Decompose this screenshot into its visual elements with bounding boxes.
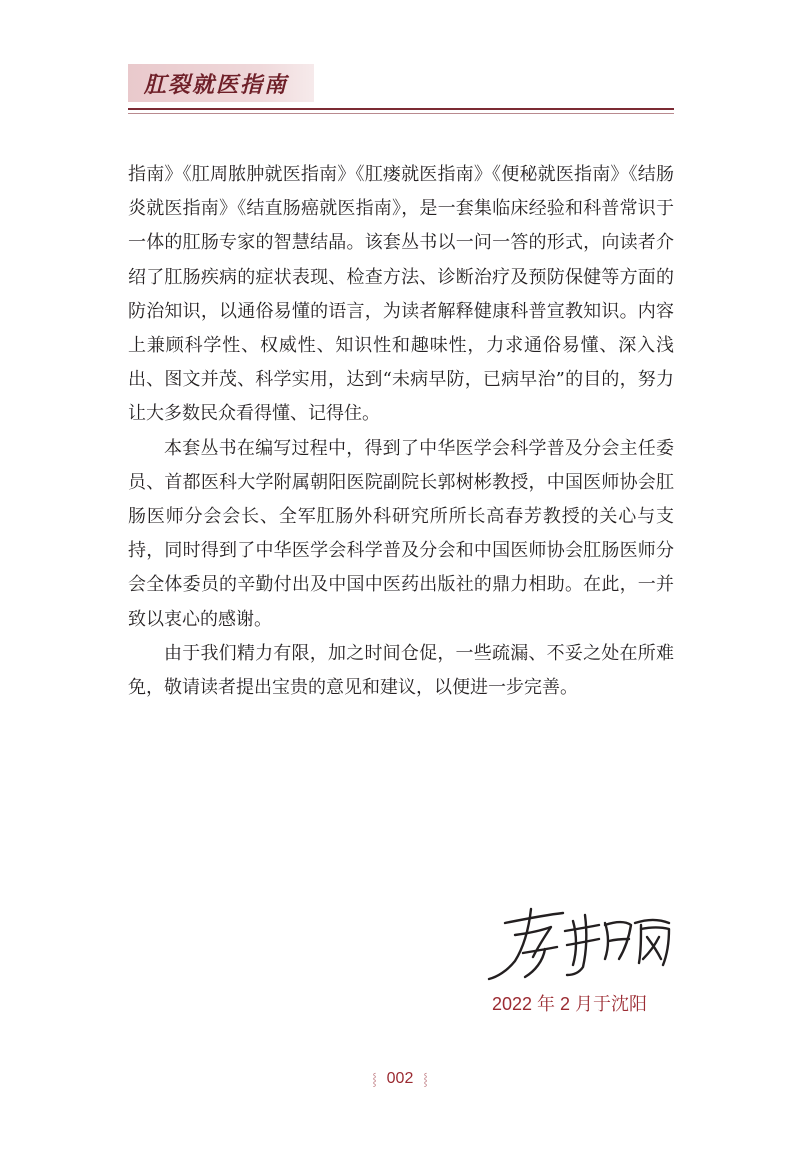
header-rule-thick bbox=[128, 108, 674, 110]
paragraph-continued: 指南》《肛周脓肿就医指南》《肛瘘就医指南》《便秘就医指南》《结肠炎就医指南》《结直肠癌就医指南》，是一套集临床经验和科普常识于一体的肛肠专家的智慧结晶。该套丛书以一问一答的形式，向读者介绍了肛肠疾病的症状表现、检查方法、诊断治疗及预防保健等方面的防治知识，以通俗易懂的语言，为读者解释健康科普宣教知识。内容上兼顾科学性、权威性、知识性和趣味性，力求通俗易懂、深入浅出、图文并茂、科学实用，达到“未病早防，已病早治”的目的，努力让大多数民众看得懂、记得住。 bbox=[128, 164, 674, 425]
paragraph-closing: 由于我们精力有限，加之时间仓促，一些疏漏、不妥之处在所难免，敬请读者提出宝贵的意见和建议，以便进一步完善。 bbox=[128, 642, 674, 699]
book-title: 肛裂就医指南 bbox=[144, 72, 289, 98]
right-ornament-icon: ⸾ bbox=[423, 1072, 428, 1086]
handwritten-signature bbox=[485, 905, 675, 985]
preface-body bbox=[128, 158, 674, 705]
running-header bbox=[128, 64, 674, 120]
signature-date-place: 2022 年 2 月于沈阳 bbox=[492, 994, 648, 1014]
page-footer bbox=[0, 1070, 800, 1088]
page-number: 002 bbox=[386, 1070, 414, 1087]
left-ornament-icon: ⸾ bbox=[372, 1072, 377, 1086]
paragraph-acknowledgement: 本套丛书在编写过程中，得到了中华医学会科学普及分会主任委员、首都医科大学附属朝阳医院副院长郭树彬教授，中国医师协会肛肠医师分会会长、全军肛肠外科研究所所长高春芳教授的关心与支持，同时得到了中华医学会科学普及分会和中国医师协会肛肠医师分会全体委员的辛勤付出及中国中医药出版社的鼎力相助。在此，一并致以衷心的感谢。 bbox=[128, 437, 674, 630]
header-rule-thin bbox=[128, 113, 674, 114]
